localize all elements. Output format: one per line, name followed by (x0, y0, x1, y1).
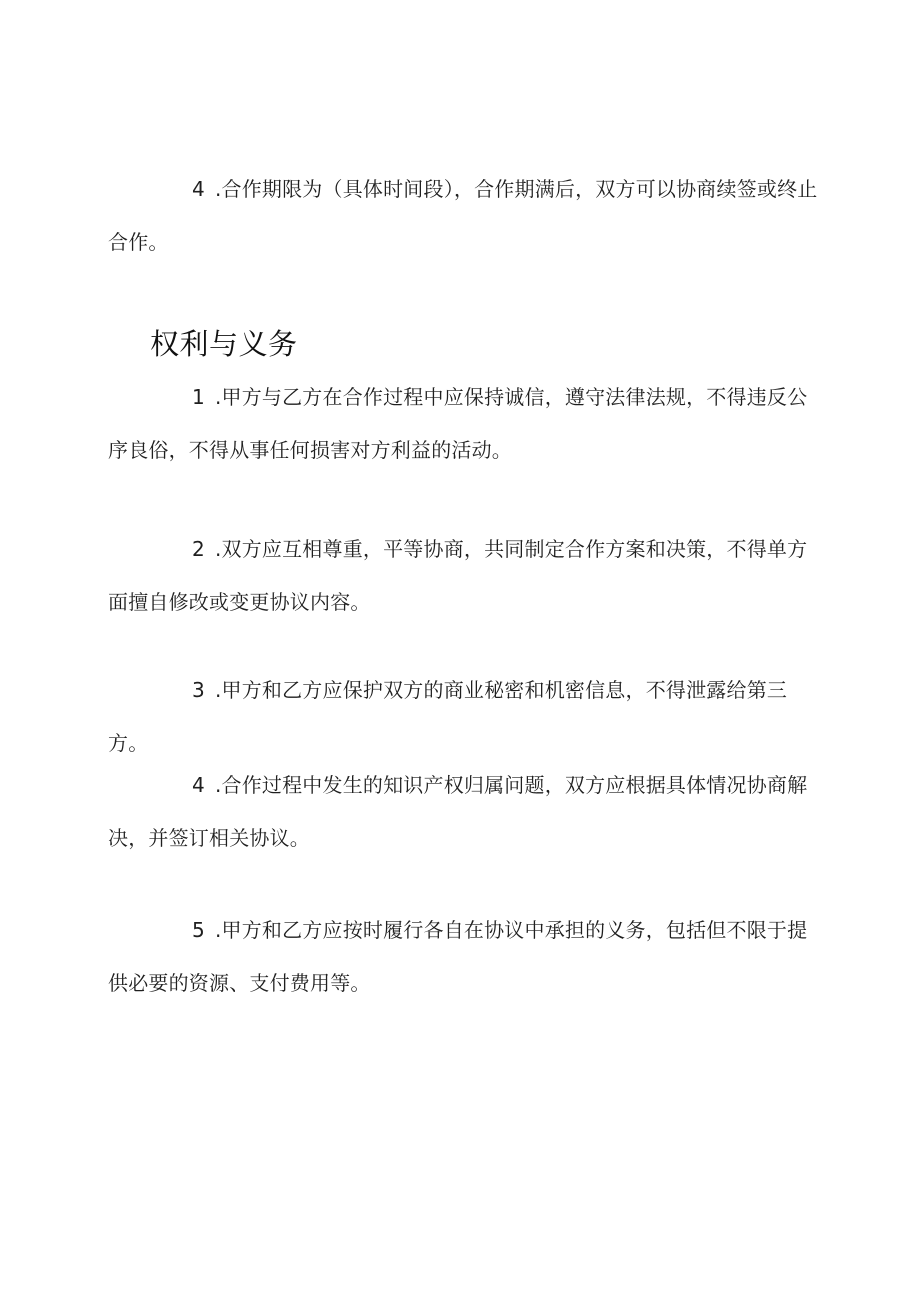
clause-text: .合作过程中发生的知识产权归属问题，双方应根据具体情况协商解决，并签订相关协议。 (108, 773, 808, 850)
clause-text: .甲方与乙方在合作过程中应保持诚信，遵守法律法规，不得违反公序良俗，不得从事任何损害对方利益的活动。 (108, 385, 808, 462)
clause-prev-4 (108, 163, 820, 269)
clause-number: 5 (192, 918, 205, 942)
clause-number: 1 (192, 385, 205, 409)
clause-3 (108, 664, 820, 770)
clause-text: .双方应互相尊重，平等协商，共同制定合作方案和决策，不得单方面擅自修改或变更协议内容。 (108, 537, 808, 614)
clause-4 (108, 759, 820, 865)
clause-number: 4 (192, 177, 205, 201)
clause-number: 3 (192, 678, 205, 702)
clause-text: .甲方和乙方应保护双方的商业秘密和机密信息，不得泄露给第三方。 (108, 678, 788, 755)
clause-text: .合作期限为（具体时间段），合作期满后，双方可以协商续签或终止合作。 (108, 177, 818, 254)
clause-number: 4 (192, 773, 205, 797)
clause-number: 2 (192, 537, 205, 561)
clause-1 (108, 371, 820, 477)
clause-2 (108, 523, 820, 629)
clause-text: .甲方和乙方应按时履行各自在协议中承担的义务，包括但不限于提供必要的资源、支付费用等。 (108, 918, 808, 995)
section-heading: 权利与义务 (150, 327, 298, 361)
clause-5 (108, 904, 820, 1010)
